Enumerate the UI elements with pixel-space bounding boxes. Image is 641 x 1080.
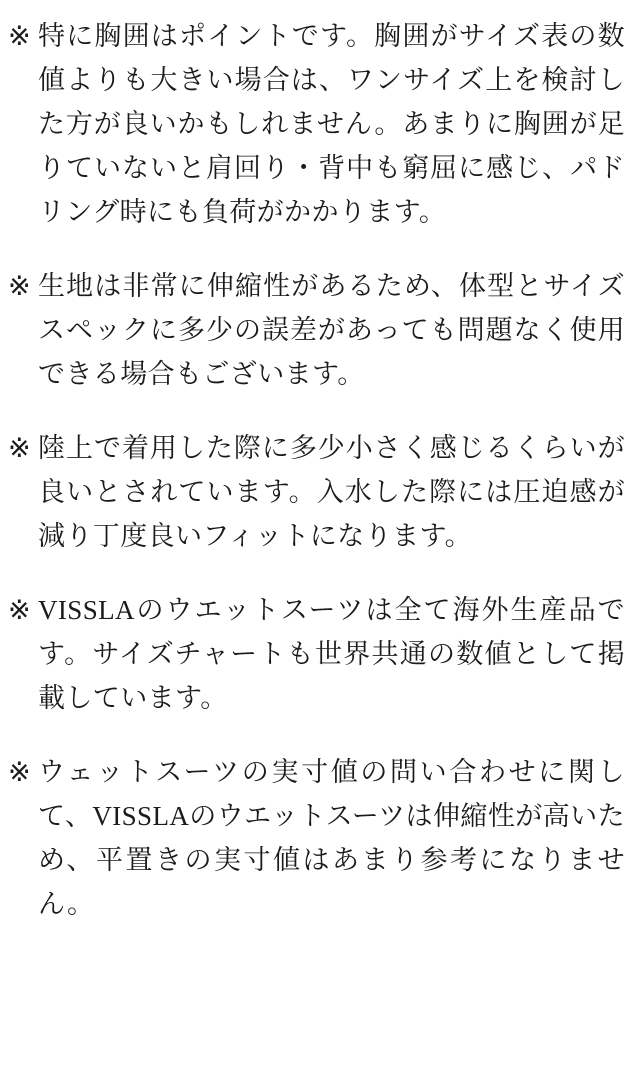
note-text: 生地は非常に伸縮性があるため、体型とサイズスペックに多少の誤差があっても問題なく使用できる場合もございます。 [38,271,625,389]
note-marker-icon: ※ [8,757,31,787]
note-item [8,588,625,720]
note-marker-icon: ※ [8,433,31,463]
note-text: VISSLAのウエットスーツは全て海外生産品です。サイズチャートも世界共通の数値として掲載しています。 [38,595,625,713]
note-text: ウェットスーツの実寸値の問い合わせに関して、VISSLAのウエットスーツは伸縮性が高いため、平置きの実寸値はあまり参考になりません。 [38,757,625,919]
note-item [8,750,625,926]
note-item [8,264,625,396]
note-item [8,426,625,558]
note-marker-icon: ※ [8,21,31,51]
note-marker-icon: ※ [8,271,31,301]
note-item [8,14,625,234]
note-text: 陸上で着用した際に多少小さく感じるくらいが良いとされています。入水した際には圧迫感が減り丁度良いフィットになります。 [38,433,625,551]
note-marker-icon: ※ [8,595,31,625]
note-text: 特に胸囲はポイントです。胸囲がサイズ表の数値よりも大きい場合は、ワンサイズ上を検討した方が良いかもしれません。あまりに胸囲が足りていないと肩回り・背中も窮屈に感じ、パドリング時にも負荷がかかります。 [38,21,625,227]
